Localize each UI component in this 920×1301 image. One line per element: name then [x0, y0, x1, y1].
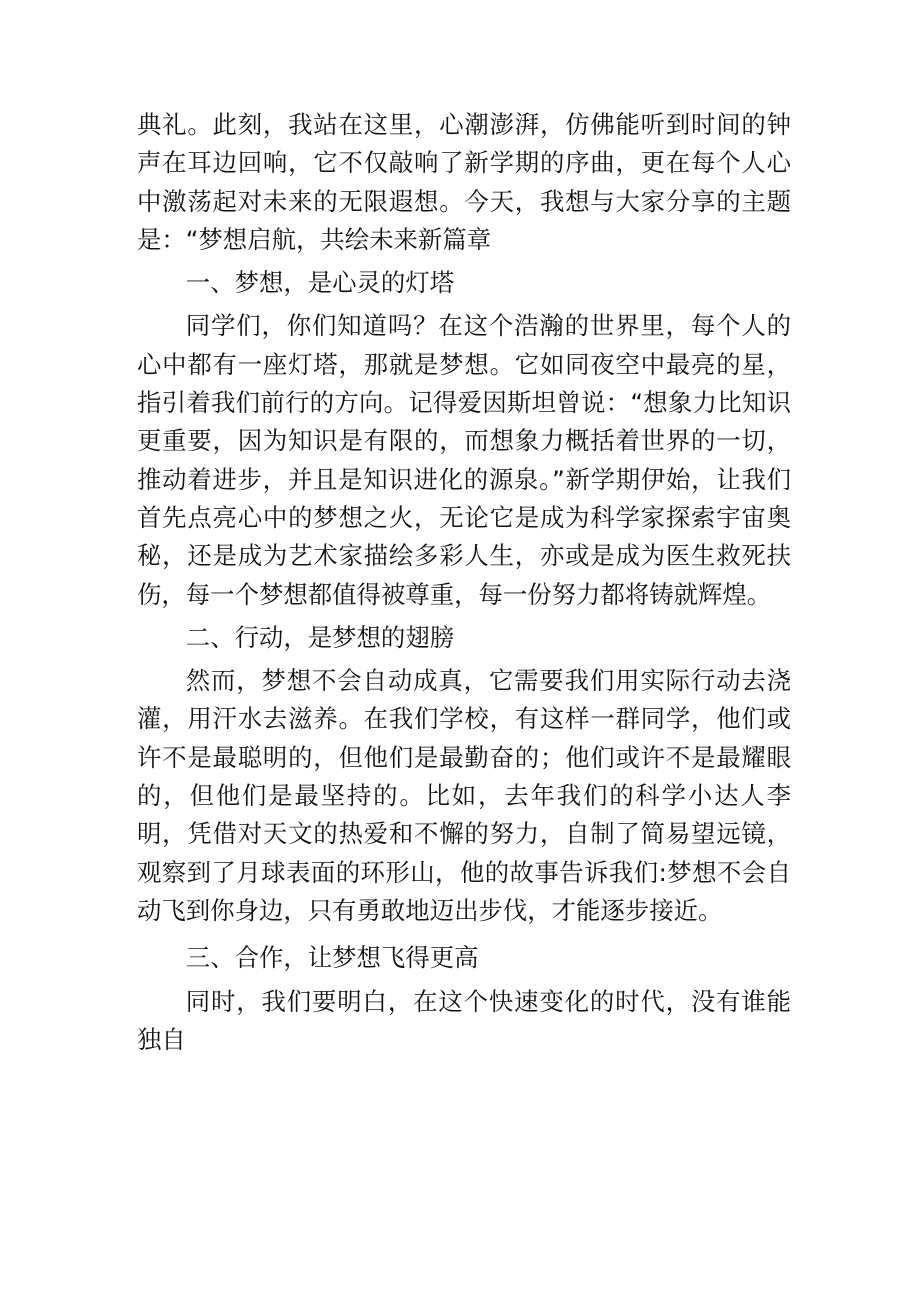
- section-3-heading: 三、合作，让梦想飞得更高: [185, 943, 479, 973]
- document-body: [137, 106, 791, 1059]
- section-1-paragraph: 同学们，你们知道吗？在这个浩瀚的世界里，每个人的心中都有一座灯塔，那就是梦想。它如同夜空中最亮的星，指引着我们前行的方向。记得爱因斯坦曾说：“想象力比知识更重要，因为知识是有限的，而想象力概括着世界的一切，推动着进步，并且是知识进化的源泉。”新学期伊始，让我们首先点亮心中的梦想之火，无论它是成为科学家探索宇宙奥秘，还是成为艺术家描绘多彩人生，亦或是成为医生救死扶伤，每一个梦想都值得被尊重，每一份努力都将铸就辉煌。: [137, 311, 791, 609]
- section-3-paragraph: 同时，我们要明白，在这个快速变化的时代，没有谁能独自: [137, 986, 791, 1054]
- section-2-paragraph: 然而，梦想不会自动成真，它需要我们用实际行动去浇灌，用汗水去滋养。在我们学校，有这样一群同学，他们或许不是最聪明的，但他们是最勤奋的；他们或许不是最耀眼的，但他们是最坚持的。比如，去年我们的科学小达人李明，凭借对天文的热爱和不懈的努力，自制了简易望远镜，观察到了月球表面的环形山，他的故事告诉我们:梦想不会自动飞到你身边，只有勇敢地迈出步伐，才能逐步接近。: [137, 666, 791, 925]
- intro-paragraph: 典礼。此刻，我站在这里，心潮澎湃，仿佛能听到时间的钟声在耳边回响，它不仅敲响了新学期的序曲，更在每个人心中激荡起对未来的无限遐想。今天，我想与大家分享的主题是：“梦想启航，共绘未来新篇章: [137, 110, 791, 254]
- section-2-heading: 二、行动，是梦想的翅膀: [185, 622, 455, 652]
- section-1-heading: 一、梦想，是心灵的灯塔: [185, 268, 455, 298]
